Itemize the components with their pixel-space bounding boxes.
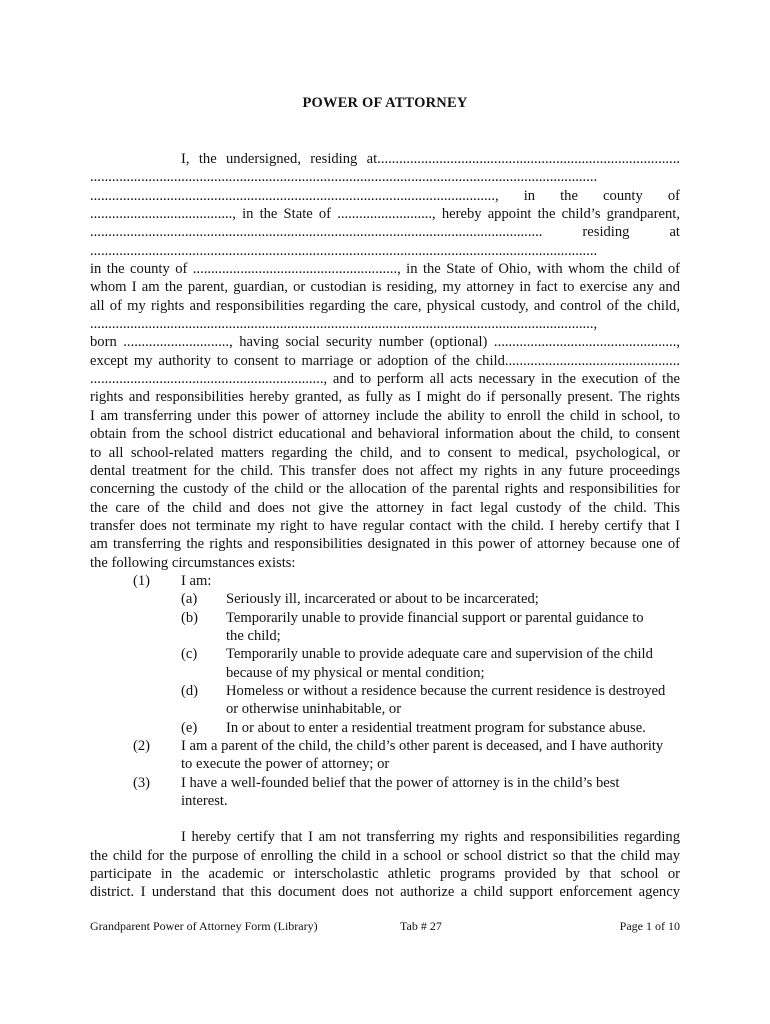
- list-subitem-continued: [90, 700, 680, 718]
- list-item: [90, 774, 680, 792]
- paragraph-line: rights and responsibilities hereby granted, as fully as I might do if personally present. The rights: [90, 389, 680, 406]
- paragraph-line: whom I am the parent, guardian, or custodian is residing, my attorney in fact to exercise any and: [90, 279, 680, 296]
- document-body: [90, 150, 680, 902]
- list-item: [90, 737, 680, 755]
- list-text: Seriously ill, incarcerated or about to be incarcerated;: [226, 591, 539, 608]
- paragraph-line: transfer does not terminate my right to have regular contact with the child. I hereby certify that I: [90, 517, 680, 534]
- paragraph-line: I am transferring under this power of attorney include the ability to enroll the child in school, to: [90, 407, 680, 424]
- paragraph-line: I hereby certify that I am not transferring my rights and responsibilities regarding: [181, 829, 680, 846]
- list-letter: (c): [181, 646, 198, 663]
- paragraph-line: in the county of ........................................................, in the State of Ohio, with whom the child of: [90, 261, 680, 278]
- paragraph-line: obtain from the school district educational and behavioral information about the child, to consent: [90, 426, 680, 443]
- list-text: interest.: [181, 793, 228, 810]
- list-text: or otherwise uninhabitable, or: [226, 701, 402, 718]
- paragraph-line: am transferring the rights and responsibilities designated in this power of attorney because one of: [90, 536, 680, 553]
- list-text: Homeless or without a residence because the current residence is destroyed: [226, 682, 666, 699]
- document-title: POWER OF ATTORNEY: [302, 95, 468, 111]
- list-text: Temporarily unable to provide adequate care and supervision of the child: [226, 646, 653, 663]
- paragraph-line: born ............................., having social security number (optional) ..................................................,: [90, 334, 680, 351]
- paragraph-line: the care of the child and does not give the attorney in fact legal custody of the child. This: [90, 499, 680, 516]
- list-text: Temporarily unable to provide financial support or parental guidance to: [226, 609, 644, 626]
- list-text: In or about to enter a residential treatment program for substance abuse.: [226, 719, 646, 736]
- paragraph-line: the following circumstances exists:: [90, 554, 296, 571]
- paragraph-line: except my authority to consent to marriage or adoption of the child................................................: [90, 352, 680, 369]
- paragraph-line: ...........................................................................................................................................: [90, 169, 598, 186]
- list-subitem-continued: [90, 664, 680, 682]
- paragraph-line: concerning the custody of the child or the allocation of the parental rights and responsibilities for: [90, 481, 680, 498]
- list-subitem: [90, 719, 680, 737]
- paragraph-line: dental treatment for the child. This transfer does not affect my rights in any future proceedings: [90, 462, 680, 479]
- list-subitem-continued: [90, 627, 680, 645]
- list-subitem: [90, 590, 680, 608]
- paragraph-line: ............................................................................................................................ residing at: [90, 224, 680, 241]
- paragraph-line: to all school-related matters regarding the child, and to consent to medical, psychological, or: [90, 444, 680, 461]
- list-text: I have a well-founded belief that the power of attorney is in the child’s best: [181, 774, 620, 791]
- paragraph-line: ..........................................................................................................................................,: [90, 316, 598, 333]
- list-subitem: [90, 645, 680, 663]
- list-letter: (b): [181, 609, 199, 626]
- paragraph-line: ..............................................................................................................., in the county of: [90, 187, 680, 204]
- page-footer: [90, 918, 680, 934]
- list-text: I am a parent of the child, the child’s other parent is deceased, and I have authority: [181, 738, 664, 754]
- footer-tab-number: Tab # 27: [400, 919, 442, 933]
- list-subitem: [90, 609, 680, 627]
- list-text: I am:: [181, 572, 212, 589]
- paragraph-line: ......................................., in the State of .........................., hereby appoint the child’s grandparent,: [90, 206, 680, 223]
- list-letter: (a): [181, 591, 198, 608]
- footer-page-number: Page 1 of 10: [619, 919, 680, 933]
- list-item-continued: [90, 755, 680, 773]
- paragraph-line: ...........................................................................................................................................: [90, 242, 598, 259]
- list-subitem: [90, 682, 680, 700]
- list-letter: (d): [181, 682, 199, 699]
- list-number: (2): [133, 738, 151, 754]
- paragraph-line: the child for the purpose of enrolling the child in a school or school district so that the child may: [90, 847, 680, 864]
- paragraph-line: I, the undersigned, residing at...................................................................................: [181, 151, 680, 167]
- list-item-continued: [90, 792, 680, 810]
- list-text: the child;: [226, 627, 281, 644]
- paragraph-line: district. I understand that this document does not authorize a child support enforcement agency: [90, 884, 680, 901]
- paragraph-line: all of my rights and responsibilities regarding the care, physical custody, and control of the child,: [90, 297, 680, 314]
- list-number: (1): [133, 572, 151, 589]
- paragraph-line: ................................................................, and to perform all acts necessary in the execution of the: [90, 371, 680, 388]
- list-letter: (e): [181, 719, 198, 736]
- paragraph-line: participate in the academic or interscholastic athletic programs provided by that school or: [90, 866, 680, 883]
- list-text: to execute the power of attorney; or: [181, 756, 390, 773]
- footer-form-name: Grandparent Power of Attorney Form (Library): [90, 919, 318, 933]
- list-text: because of my physical or mental condition;: [226, 664, 485, 681]
- list-item: [90, 572, 680, 590]
- list-number: (3): [133, 774, 151, 791]
